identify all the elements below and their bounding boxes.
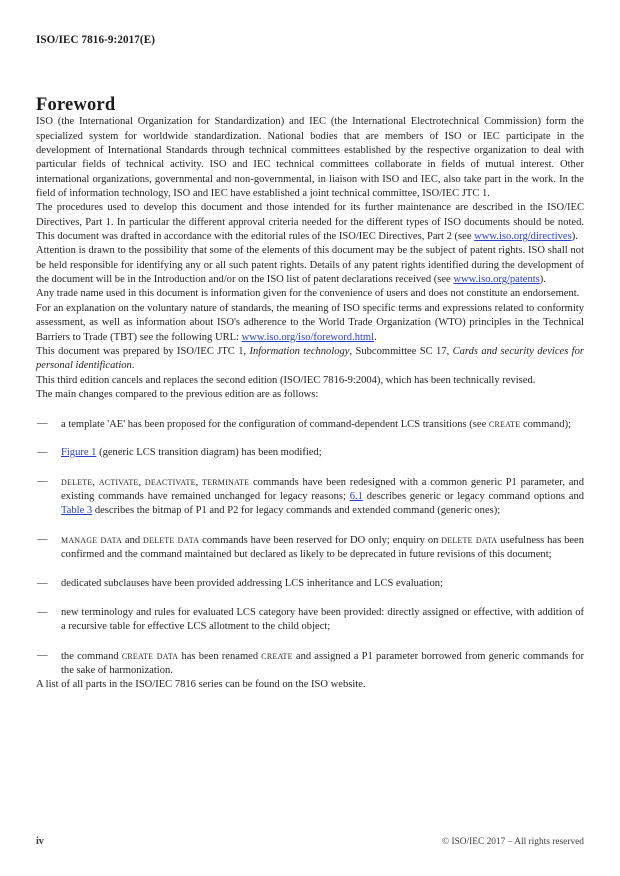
text-run: describes generic or legacy command options and <box>362 491 584 503</box>
text-run: , <box>138 476 145 488</box>
page-title: Foreword <box>36 95 116 115</box>
text-run: describes the bitmap of P1 and P2 for legacy commands and extended command (generic ones); <box>92 505 501 517</box>
page-footer <box>36 836 584 847</box>
list-item-text <box>61 419 571 430</box>
list-item <box>36 606 584 635</box>
text-run: . <box>131 360 135 372</box>
command-name: delete <box>61 475 93 488</box>
bullet-dash: — <box>37 417 48 429</box>
command-name: delete data <box>143 534 200 547</box>
text-run: a template 'AE' has been proposed for the configuration of command-dependent LCS transitions (see <box>61 418 489 430</box>
paragraph-p8 <box>36 388 584 402</box>
text-run: Any trade name used in this document is information given for the convenience of users and does not constitute an endorsement. <box>36 288 580 300</box>
text-run: The procedures used to develop this document and those intended for its further maintenance are described in the ISO/IEC Directives, Part 1. In particular the different approval criteria needed for the different types of ISO documents should be noted. This document was drafted in accordance with the editorial rules of the ISO/IEC Directives, Part 2 (see <box>36 202 584 243</box>
list-item <box>36 446 584 460</box>
text-run: This third edition cancels and replaces the second edition (ISO/IEC 7816-9:2004), which has been technically revised. <box>36 374 536 386</box>
paragraph-p7 <box>36 374 584 388</box>
text-run: commands have been redesigned with a common generic P1 parameter, and existing commands have remained unchanged for legacy reasons; <box>61 476 584 503</box>
text-run: For an explanation on the voluntary nature of standards, the meaning of ISO specific terms and expressions related to conformity assessment, as well as information about ISO's adherence to the World Trade Organization (WTO) principles in the Technical Barriers to Trade (TBT) see the following URL: <box>36 302 584 343</box>
text-run: new terminology and rules for evaluated LCS category have been provided: directly assigned or effective, with addition of a recursive table for effective LCS allotment to the child object; <box>61 606 584 633</box>
text-run: , <box>92 476 99 488</box>
list-item-text <box>61 651 584 676</box>
text-run: Attention is drawn to the possibility that some of the elements of this document may be the subject of patent rights. ISO shall not be held responsible for identifying any or all such patent rights. Details of any patent rights identified during the development of the document will be in the Introduction and/or on the ISO list of patent declarations received (see <box>36 245 584 286</box>
bullet-dash: — <box>37 534 48 546</box>
bullet-dash: — <box>37 606 48 618</box>
paragraph-p1 <box>36 115 584 201</box>
text-run: ). <box>539 274 546 286</box>
text-run: commands have been reserved for DO only; enquiry on <box>199 535 442 547</box>
bullet-dash: — <box>37 649 48 661</box>
command-name: create <box>488 417 521 430</box>
changes-list <box>36 417 584 679</box>
paragraph-p2 <box>36 201 584 244</box>
command-name: delete data <box>441 534 498 547</box>
inline-link[interactable]: www.iso.org/patents <box>453 274 540 286</box>
page-content <box>36 34 584 693</box>
list-item <box>36 577 584 591</box>
text-run: and <box>122 535 144 547</box>
list-item <box>36 475 584 519</box>
command-name: activate <box>98 475 139 488</box>
text-run: ). <box>571 231 578 243</box>
list-item-text <box>61 578 443 589</box>
list-item <box>36 533 584 563</box>
list-item <box>36 649 584 679</box>
inline-link[interactable]: 6.1 <box>349 491 363 503</box>
list-item-text <box>61 607 584 632</box>
list-item <box>36 417 584 432</box>
italic-title: Information technology <box>249 345 350 357</box>
list-item-text <box>61 535 584 560</box>
inline-link[interactable]: www.iso.org/iso/foreword.html <box>241 331 375 343</box>
command-name: create data <box>121 649 179 662</box>
text-run: This document was prepared by ISO/IEC JTC 1, <box>36 345 250 357</box>
inline-link[interactable]: Figure 1 <box>61 447 97 459</box>
paragraph-p5 <box>36 302 584 345</box>
running-head: ISO/IEC 7816-9:2017(E) <box>36 34 155 46</box>
inline-link[interactable]: www.iso.org/directives <box>474 231 572 243</box>
text-run: has been renamed <box>178 650 262 662</box>
text-run: dedicated subclauses have been provided addressing LCS inheritance and LCS evaluation; <box>61 578 443 590</box>
text-run: ISO (the International Organization for Standardization) and IEC (the International Electrotechnical Commission) form the specialized system for worldwide standardization. National bodies that are members of ISO or IEC participate in the development of International Standards through technical committees established by the respective organization to deal with particular fields of technical activity. ISO and IEC technical committees collaborate in fields of mutual interest. Other international organizations, governmental and non-governmental, in liaison with ISO and IEC, also take part in the work. In the field of information technology, ISO and IEC have established a joint technical committee, ISO/IEC JTC 1. <box>36 116 584 200</box>
text-run: , <box>195 476 203 488</box>
text-run: . <box>374 331 377 343</box>
page-number: iv <box>36 836 44 847</box>
text-run: the command <box>61 650 122 662</box>
inline-link[interactable]: Table 3 <box>61 505 93 517</box>
text-run: The main changes compared to the previous edition are as follows: <box>36 388 319 400</box>
bullet-dash: — <box>37 578 48 590</box>
paragraph-p3 <box>36 244 584 287</box>
paragraph-p4 <box>36 287 584 301</box>
command-name: create <box>261 649 293 662</box>
bullet-dash: — <box>37 447 48 459</box>
closing-paragraph: A list of all parts in the ISO/IEC 7816 series can be found on the ISO website. <box>36 679 366 691</box>
text-run: , Subcommittee SC 17, <box>349 345 453 357</box>
list-item-text <box>61 447 322 458</box>
command-name: terminate <box>202 475 250 488</box>
copyright-notice: © ISO/IEC 2017 – All rights reserved <box>441 837 584 847</box>
command-name: manage data <box>61 534 123 547</box>
foreword-body <box>36 115 584 692</box>
list-item-text <box>61 477 584 517</box>
italic-title: Cards and security devices for personal identification <box>36 345 584 372</box>
text-run: (generic LCS transition diagram) has been modified; <box>96 447 322 459</box>
text-run: usefulness has been confirmed and the command maintained but declared as likely to be deprecated in future revisions of this document; <box>61 535 584 561</box>
paragraph-p6 <box>36 345 584 374</box>
text-run: command); <box>520 418 572 430</box>
bullet-dash: — <box>37 475 48 487</box>
command-name: deactivate <box>144 475 196 488</box>
text-run: and assigned a P1 parameter borrowed from generic commands for the sake of harmonization. <box>61 650 584 677</box>
